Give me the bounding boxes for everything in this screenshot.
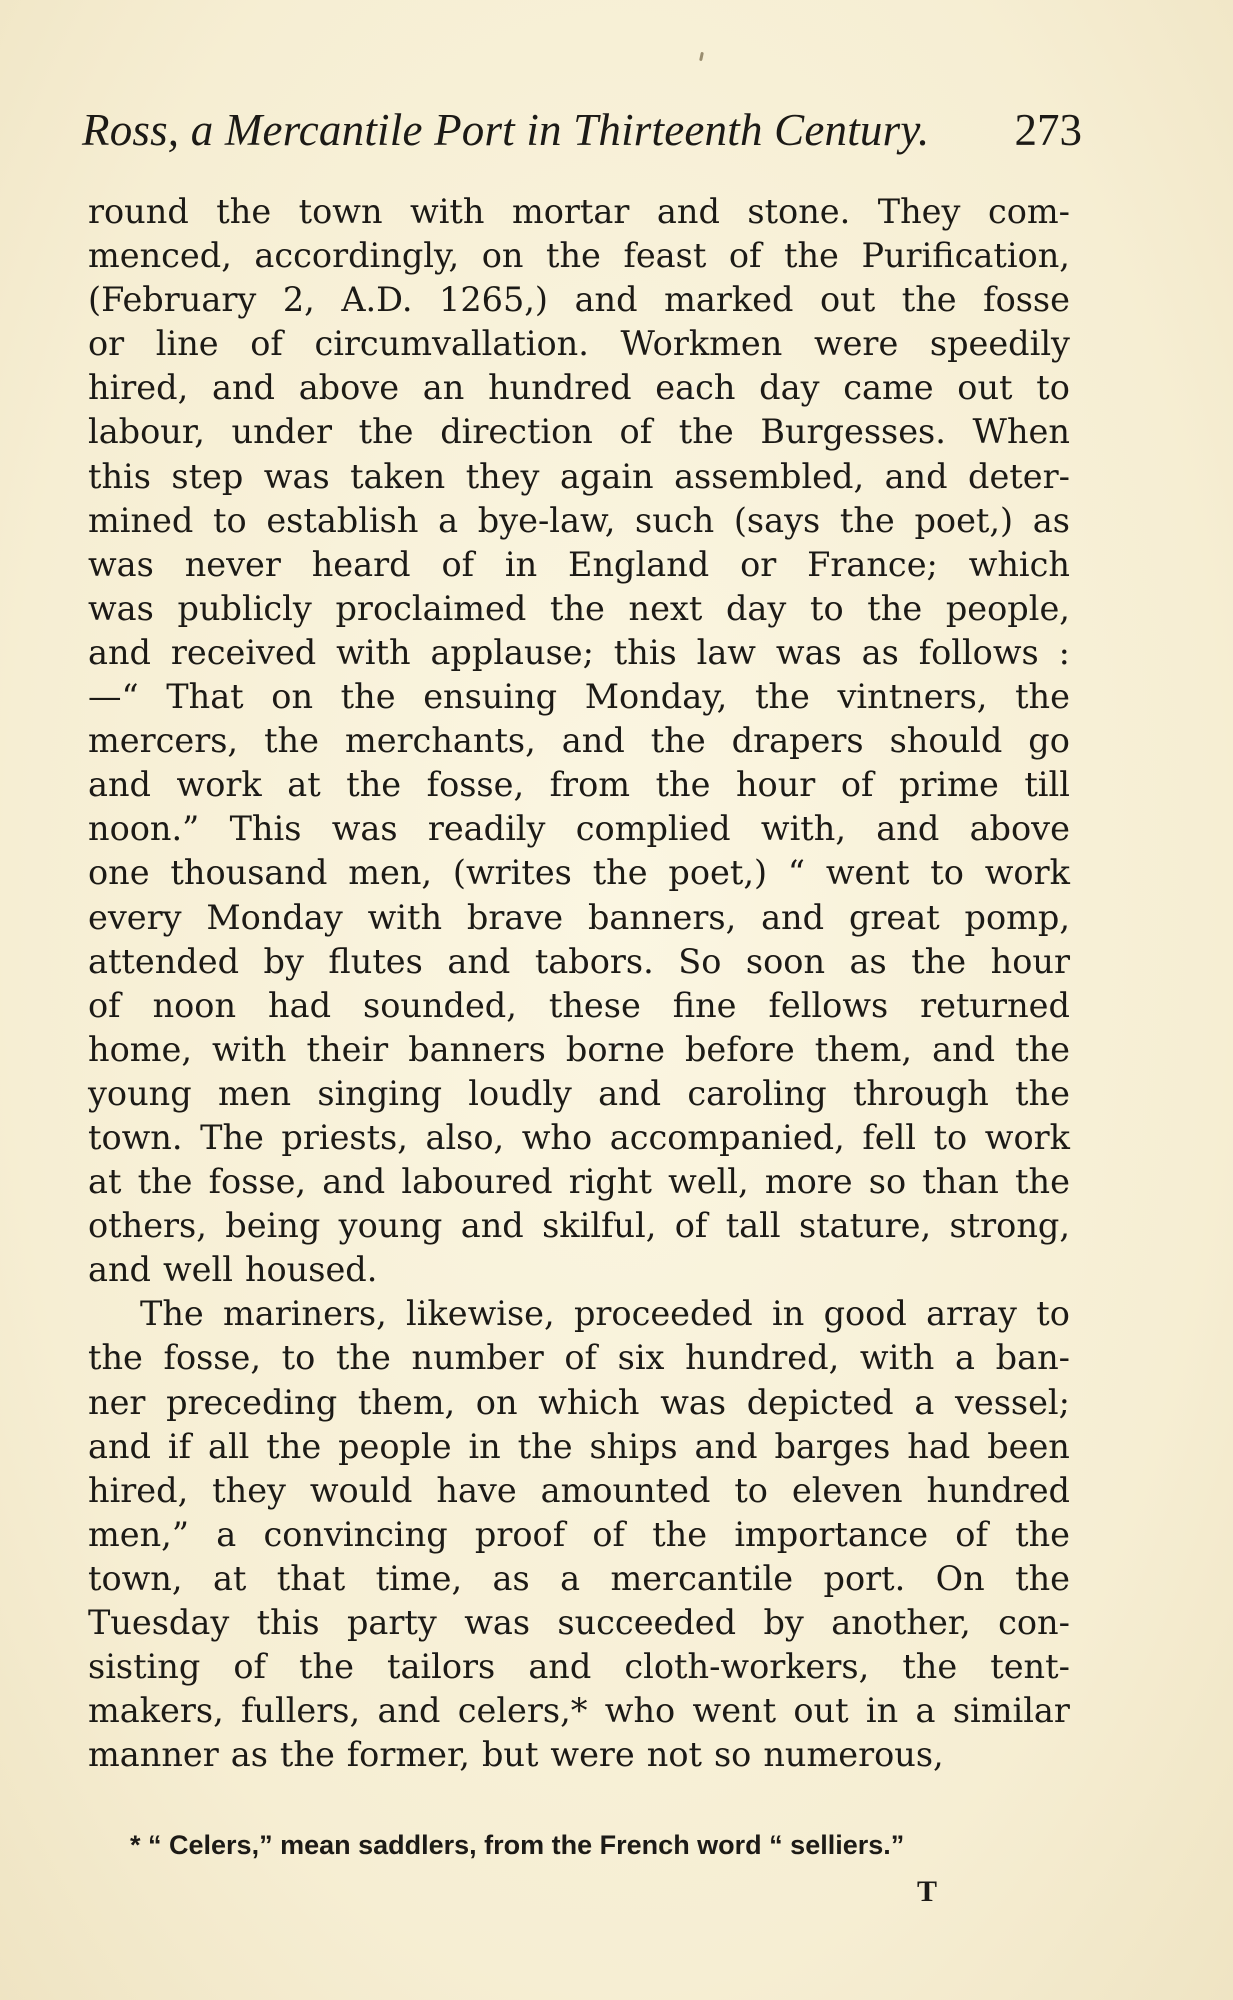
text-line: makers, fullers, and celers,* who went out in a similar [88, 1691, 1070, 1731]
text-line: and well housed. [88, 1250, 378, 1290]
text-line: sisting of the tailors and cloth-workers, the tent- [88, 1647, 1070, 1687]
text-line: —“ That on the ensuing Monday, the vintners, the [88, 677, 1070, 717]
text-line: and received with applause; this law was as follows : [88, 632, 1070, 672]
text-line: this step was taken they again assembled, and deter- [88, 456, 1070, 496]
footnote: * “ Celers,” mean saddlers, from the French word “ selliers.” [130, 1830, 905, 1860]
text-line: home, with their banners borne before them, and the [88, 1029, 1070, 1069]
text-line: was never heard of in England or France; which [88, 544, 1070, 584]
text-line: noon.” This was readily complied with, and above [88, 809, 1070, 849]
running-head [82, 100, 1082, 160]
text-line: The mariners, likewise, proceeded in good array to [140, 1294, 1070, 1334]
page-number: 273 [1014, 105, 1082, 155]
text-line: town, at that time, as a mercantile port. On the [88, 1558, 1070, 1598]
text-line: hired, they would have amounted to eleven hundred [88, 1470, 1070, 1510]
running-title: Ross, a Mercantile Port in Thirteenth Century. [82, 105, 930, 155]
text-line: round the town with mortar and stone. They com- [88, 192, 1070, 231]
text-line: mercers, the merchants, and the drapers should go [88, 721, 1070, 761]
text-line: others, being young and skilful, of tall stature, strong, [88, 1206, 1070, 1246]
text-line: or line of circumvallation. Workmen were speedily [88, 324, 1070, 364]
text-line: menced, accordingly, on the feast of the Purification, [88, 236, 1070, 276]
text-line: labour, under the direction of the Burgesses. When [88, 412, 1070, 452]
text-line: was publicly proclaimed the next day to the people, [88, 588, 1070, 628]
text-line: at the fosse, and laboured right well, more so than the [88, 1162, 1070, 1202]
text-line: and if all the people in the ships and barges had been [88, 1426, 1070, 1466]
text-line: one thousand men, (writes the poet,) “ went to work [88, 853, 1070, 893]
body-text [88, 190, 1070, 1777]
ink-speck [699, 52, 704, 61]
text-line: young men singing loudly and caroling through the [88, 1073, 1070, 1113]
text-line: attended by flutes and tabors. So soon as the hour [88, 941, 1070, 981]
text-line: every Monday with brave banners, and great pomp, [88, 897, 1070, 937]
text-line: men,” a convincing proof of the importance of the [88, 1514, 1070, 1554]
signature-mark: T [917, 1875, 938, 1908]
text-line: hired, and above an hundred each day came out to [88, 368, 1070, 408]
text-line: manner as the former, but were not so numerous, [88, 1735, 944, 1775]
text-line: mined to establish a bye-law, such (says the poet,) as [88, 500, 1070, 540]
text-line: the fosse, to the number of six hundred, with a ban- [88, 1338, 1070, 1378]
text-line: (February 2, A.D. 1265,) and marked out the fosse [88, 280, 1070, 320]
text-line: of noon had sounded, these fine fellows returned [88, 985, 1070, 1025]
text-line: and work at the fosse, from the hour of prime till [88, 765, 1070, 805]
text-line: town. The priests, also, who accompanied, fell to work [88, 1117, 1070, 1157]
text-line: ner preceding them, on which was depicted a vessel; [88, 1382, 1070, 1422]
text-line: Tuesday this party was succeeded by another, con- [88, 1603, 1070, 1642]
